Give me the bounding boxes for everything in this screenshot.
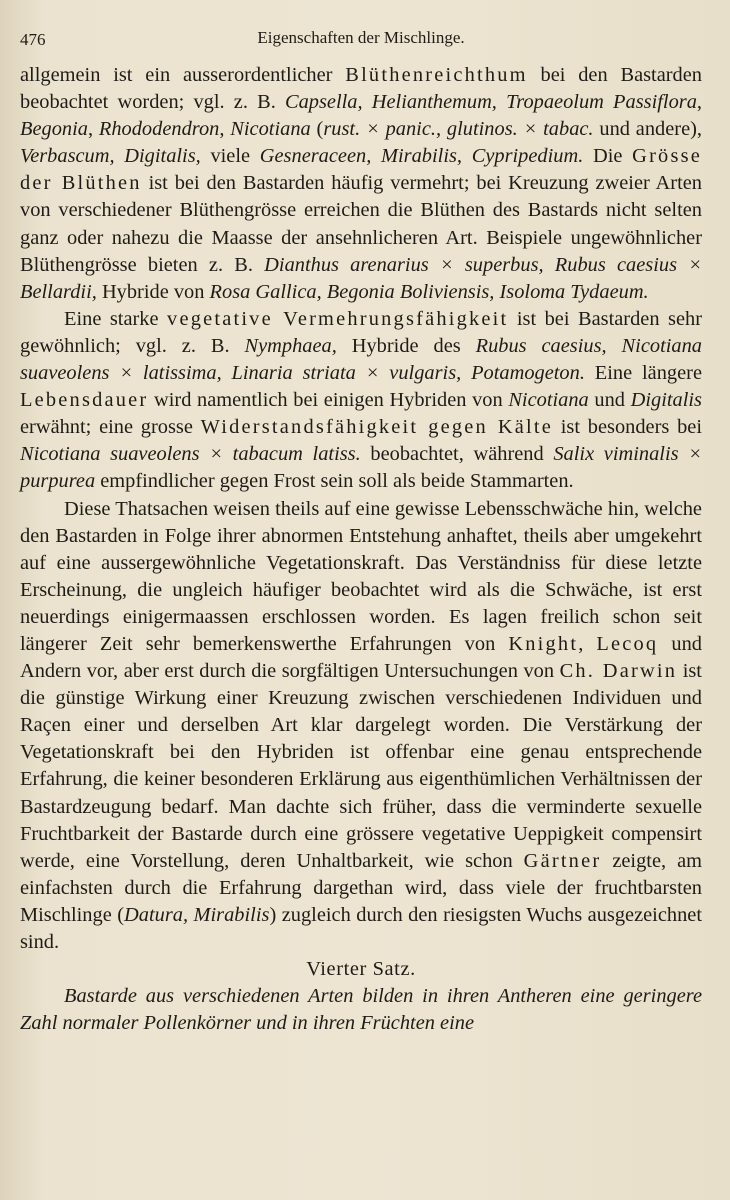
- paragraph-4: Bastarde aus verschiedenen Arten bilden in ihren Antheren eine geringere Zahl normaler Pollenkörner und in ihren Früchten eine: [20, 985, 702, 1035]
- page-header: [20, 22, 702, 52]
- section-heading: Vierter Satz.: [306, 958, 416, 981]
- paragraph-2: Eine starke vegetative Vermehrungsfähigkeit ist bei Bastarden sehr gewöhnlich; vgl. z. B. Nymphaea, Hybride des Rubus caesius, Nicotiana suaveolens × latissima, Linaria striata × vulgaris, Potamogeton. Eine längere Lebensdauer wird namentlich bei einigen Hybriden von Nicotiana und Digitalis erwähnt; eine grosse Widerstandsfähigkeit gegen Kälte ist besonders bei Nicotiana suaveolens × tabacum latiss. beobachtet, während Salix viminalis × purpurea empfindlicher gegen Frost sein soll als beide Stammarten.: [20, 307, 703, 493]
- paragraph-3: Diese Thatsachen weisen theils auf eine gewisse Lebensschwäche hin, welche den Bastarden in Folge ihrer abnormen Entstehung anhaftet, theils aber umgekehrt auf eine aussergewöhnliche Vegetationskraft. Das Verständniss für diese letzte Erscheinung, die ungleich häufiger beobachtet wird als die Schwäche, ist erst neuerdings einigermaassen erschlossen worden. Es lagen freilich schon seit längerer Zeit sehr bemerkenswerthe Erfahrungen von Knight, Lecoq und Andern vor, aber erst durch die sorgfältigen Untersuchungen von Ch. Darwin ist die günstige Wirkung einer Kreuzung zwischen verschiedenen Individuen und Raçen einer und derselben Art klar dargelegt worden. Die Verstärkung der Vegetationskraft bei den Hybriden ist offenbar eine genau entsprechende Erfahrung, die keiner besonderen Erklärung aus eigenthümlichen Verhältnissen der Bastardzeugung bedarf. Man dachte sich früher, dass die verminderte sexuelle Fruchtbarkeit der Bastarde durch eine grössere vegetative Ueppigkeit compensirt werde, eine Vorstellung, deren Unhaltbarkeit, wie schon Gärtner zeigte, am einfachsten durch die Erfahrung dargethan wird, dass viele der fruchtbarsten Mischlinge (Datura, Mirabilis) zugleich durch den riesigsten Wuchs ausgezeichnet sind.: [20, 497, 703, 953]
- page-body: [20, 62, 702, 1037]
- paragraph-1: allgemein ist ein ausserordentlicher Blüthenreichthum bei den Bastarden beobachtet worden; vgl. z. B. Capsella, Helianthemum, Tropaeolum Passiflora, Begonia, Rhododendron, Nicotiana (rust. × panic., glutinos. × tabac. und andere), Verbascum, Digitalis, viele Gesneraceen, Mirabilis, Cypripedium. Die Grösse der Blüthen ist bei den Bastarden häufig vermehrt; bei Kreuzung zweier Arten von verschiedener Blüthengrösse erreichen die Blüthen des Bastards nicht selten ganz oder nahezu die Maasse der ansehnlicheren Art. Beispiele ungewöhnlicher Blüthengrösse bieten z. B. Dianthus arenarius × superbus, Rubus caesius × Bellardii, Hybride von Rosa Gallica, Begonia Boliviensis, Isoloma Tydaeum.: [20, 64, 703, 303]
- running-title: Eigenschaften der Mischlinge.: [257, 28, 465, 47]
- page-number: 476: [20, 30, 46, 49]
